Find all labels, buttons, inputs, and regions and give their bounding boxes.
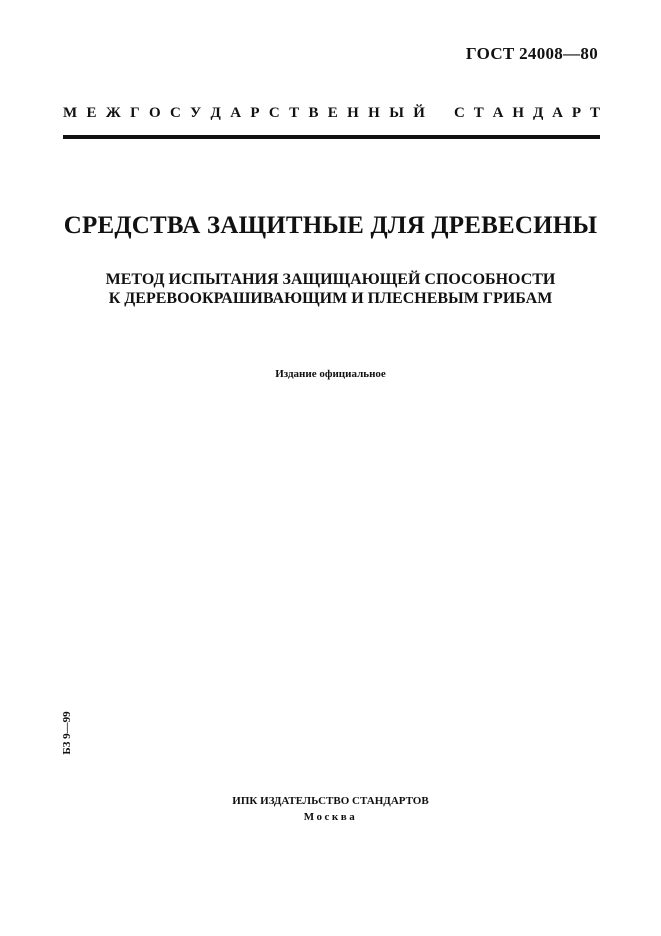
publisher-city: Москва [303, 811, 358, 823]
category-letter: Е [86, 105, 97, 121]
header-divider [63, 135, 600, 139]
category-letter: Т [289, 105, 300, 121]
category-letter: Ж [105, 105, 121, 121]
category-letter: А [552, 105, 563, 121]
category-letter: Н [347, 105, 359, 121]
category-letter: Д [532, 105, 544, 121]
category-letter: Й [413, 105, 425, 121]
category-letter: Н [368, 105, 380, 121]
category-letter: О [148, 105, 161, 121]
standard-code: ГОСТ 24008—80 [465, 44, 598, 63]
subtitle-line-2: К ДЕРЕВООКРАШИВАЮЩИМ И ПЛЕСНЕВЫМ ГРИБАМ [108, 290, 553, 307]
category-letter: Г [130, 105, 140, 121]
category-letter: Т [473, 105, 484, 121]
edition-label: Издание официальное [275, 368, 386, 380]
category-letter: Н [512, 105, 525, 121]
category-letter: В [308, 105, 319, 121]
category-letter: У [190, 105, 202, 121]
category-word-interstate [63, 105, 425, 122]
standard-category [63, 105, 600, 122]
document-title: СРЕДСТВА ЗАЩИТНЫЕ ДЛЯ ДРЕВЕСИНЫ [63, 212, 598, 239]
category-letter: Т [589, 105, 600, 121]
category-word-standard [454, 105, 600, 122]
category-letter: С [268, 105, 280, 121]
category-letter: А [230, 105, 242, 121]
category-letter: С [169, 105, 181, 121]
category-letter: С [454, 105, 465, 121]
category-letter: Д [210, 105, 221, 121]
side-code: БЗ 9—99 [61, 711, 73, 755]
document-subtitle [0, 270, 661, 308]
category-letter: А [492, 105, 504, 121]
category-letter: Ы [389, 105, 404, 121]
category-letter: Р [571, 105, 582, 121]
category-letter: Е [327, 105, 338, 121]
publisher-name: ИПК ИЗДАТЕЛЬСТВО СТАНДАРТОВ [232, 795, 429, 807]
category-letter: М [63, 105, 78, 121]
subtitle-line-1: МЕТОД ИСПЫТАНИЯ ЗАЩИЩАЮЩЕЙ СПОСОБНОСТИ [105, 271, 556, 288]
category-letter: Р [250, 105, 260, 121]
